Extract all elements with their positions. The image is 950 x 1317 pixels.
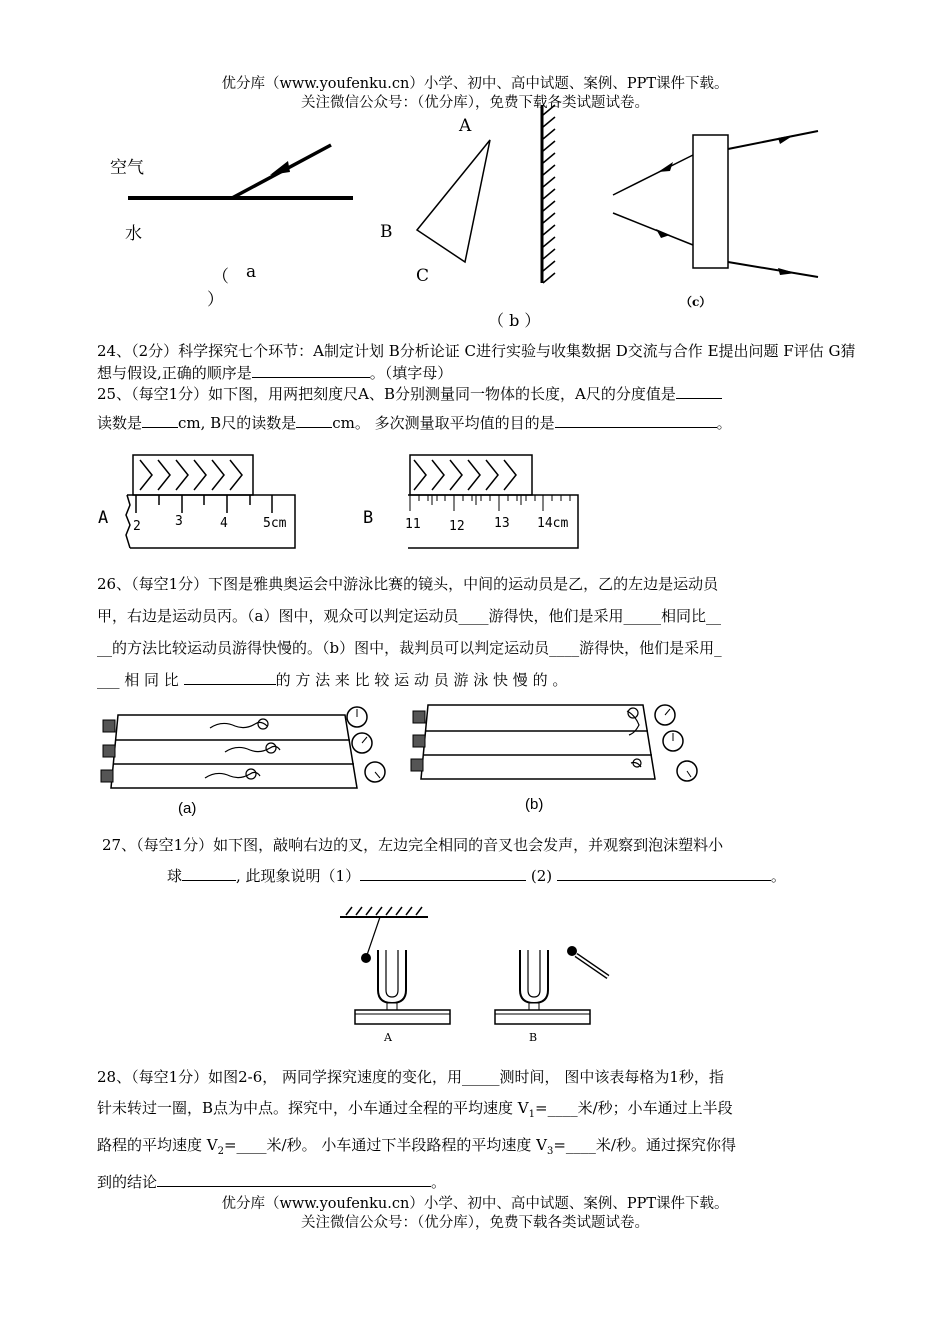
q26-blank-last[interactable] — [184, 669, 276, 685]
question-25 — [97, 381, 857, 436]
q24-blank[interactable] — [252, 362, 370, 378]
question-27 — [102, 830, 862, 892]
q27-line-1: 27、（每空1分）如下图，敲响右边的叉，左边完全相同的音叉也会发声，并观察到泡沫塑料小 — [102, 836, 724, 854]
q28-line-1: 28、（每空1分）如图2-6， 两同学探究速度的变化，用_____测时间， 图中该表每格为1秒，指 — [97, 1068, 724, 1086]
q28-line-2b: =____米/秒；小车通过上半段 — [535, 1099, 733, 1117]
glass-block-diagram — [608, 125, 828, 285]
header-line-1: 优分库（www.youfenku.cn）小学、初中、高中试题、案例、PPT课件下载。 — [221, 76, 729, 92]
fork-A-label: A — [384, 1031, 392, 1044]
q26-line-4a: ___ 相 同 比 — [97, 671, 184, 689]
q28-line-4a: 到的结论 — [97, 1173, 158, 1191]
fork-B-label: B — [529, 1031, 538, 1044]
question-28 — [97, 1062, 857, 1198]
figure-a-letter: a — [246, 262, 257, 282]
q28-sub-3: 3 — [546, 1146, 554, 1157]
q25-part3: cm, B尺的读数是 — [178, 414, 297, 432]
swim-pool-a — [95, 700, 395, 800]
ruler-B-tick-12: 12 — [449, 519, 465, 534]
q26-line-1: 26、（每空1分）下图是雅典奥运会中游泳比赛的镜头，中间的运动员是乙，乙的左边是运动员 — [97, 575, 719, 593]
q28-line-4b: 。 — [431, 1173, 447, 1191]
refraction-diagram — [120, 135, 360, 215]
q28-line-3a: 路程的平均速度 V — [97, 1136, 218, 1154]
label-air: 空气 — [110, 158, 144, 178]
swim-figure-a-label: (a) — [178, 800, 197, 817]
ruler-B-letter: B — [363, 508, 374, 528]
q26-line-4b: 的 方 法 来 比 较 运 动 员 游 泳 快 慢 的 。 — [275, 671, 568, 689]
ruler-A-letter: A — [98, 508, 109, 528]
ruler-A-tick-2: 2 — [133, 519, 141, 534]
ruler-A — [100, 453, 300, 553]
q25-part1: 25、（每空1分）如下图，用两把刻度尺A、B分别测量同一物体的长度，A尺的分度值是 — [97, 385, 676, 403]
ruler-B — [400, 453, 600, 553]
q27-line-2c: (2) — [526, 867, 557, 885]
swim-pool-b — [405, 697, 705, 797]
q27-blank-3[interactable] — [557, 865, 771, 881]
label-water: 水 — [125, 224, 142, 244]
point-B: B — [380, 222, 393, 242]
q26-line-3: __的方法比较运动员游得快慢的。（b）图中，裁判员可以判定运动员____游得快，他们是采用_ — [97, 639, 722, 657]
point-A: A — [459, 116, 472, 136]
q28-line-3b: =____米/秒。 小车通过下半段路程的平均速度 V — [223, 1136, 547, 1154]
q27-line-2d: 。 — [770, 867, 786, 885]
q25-blank-3[interactable] — [296, 412, 332, 428]
q24-text: 24、（2分）科学探究七个环节：A制定计划 B分析论证 C进行实验与收集数据 D交流与合作 E提出问题 F评估 G猜想与假设,正确的顺序是 — [97, 342, 856, 382]
q25-blank-2[interactable] — [142, 412, 178, 428]
figure-a-close-paren: ） — [207, 290, 224, 310]
tuning-forks — [340, 905, 640, 1035]
q28-blank-conclusion[interactable] — [157, 1171, 431, 1187]
ruler-A-tick-5cm: 5cm — [263, 516, 287, 531]
q25-part4: cm。 多次测量取平均值的目的是 — [332, 414, 555, 432]
footer-line-1: 优分库（www.youfenku.cn）小学、初中、高中试题、案例、PPT课件下载。 — [221, 1196, 729, 1212]
q28-sub-1: 1 — [528, 1109, 536, 1120]
mirror-diagram — [410, 105, 570, 285]
figure-c-label: （c） — [680, 295, 712, 309]
ruler-A-tick-4: 4 — [220, 516, 228, 531]
q27-line-2a: 球 — [167, 867, 183, 885]
swim-figure-b-label: (b) — [525, 796, 544, 813]
footer-line-2: 关注微信公众号：（优分库），免费下载各类试题试卷。 — [301, 1215, 649, 1231]
q28-line-2a: 针未转过一圈，B点为中点。探究中，小车通过全程的平均速度 V — [97, 1099, 529, 1117]
header-line-2: 关注微信公众号：（优分库），免费下载各类试题试卷。 — [301, 95, 649, 111]
q25-blank-4[interactable] — [555, 412, 717, 428]
question-26 — [97, 568, 857, 696]
q25-part5: 。 — [716, 414, 732, 432]
point-C: C — [416, 266, 430, 286]
ruler-B-tick-14cm: 14cm — [537, 516, 569, 531]
q28-line-3c: =____米/秒。通过探究你得 — [553, 1136, 736, 1154]
q27-blank-2[interactable] — [360, 865, 526, 881]
ruler-A-tick-3: 3 — [175, 514, 183, 529]
figure-b-label: （ b ） — [488, 311, 541, 330]
figure-a-open-paren: （ — [212, 267, 229, 287]
q24-tail: 。（填字母） — [369, 364, 453, 382]
q25-blank-1[interactable] — [676, 383, 722, 399]
q26-line-2: 甲，右边是运动员丙。（a）图中，观众可以判定运动员____游得快，他们是采用_____相同比__ — [97, 607, 721, 625]
ruler-B-tick-11: 11 — [405, 517, 421, 532]
q27-blank-1[interactable] — [182, 865, 236, 881]
ruler-B-tick-13: 13 — [494, 516, 510, 531]
q25-part2: 读数是 — [97, 414, 143, 432]
q28-sub-2: 2 — [217, 1146, 224, 1157]
q27-line-2b: , 此现象说明（1） — [236, 867, 361, 885]
question-24 — [97, 340, 857, 384]
